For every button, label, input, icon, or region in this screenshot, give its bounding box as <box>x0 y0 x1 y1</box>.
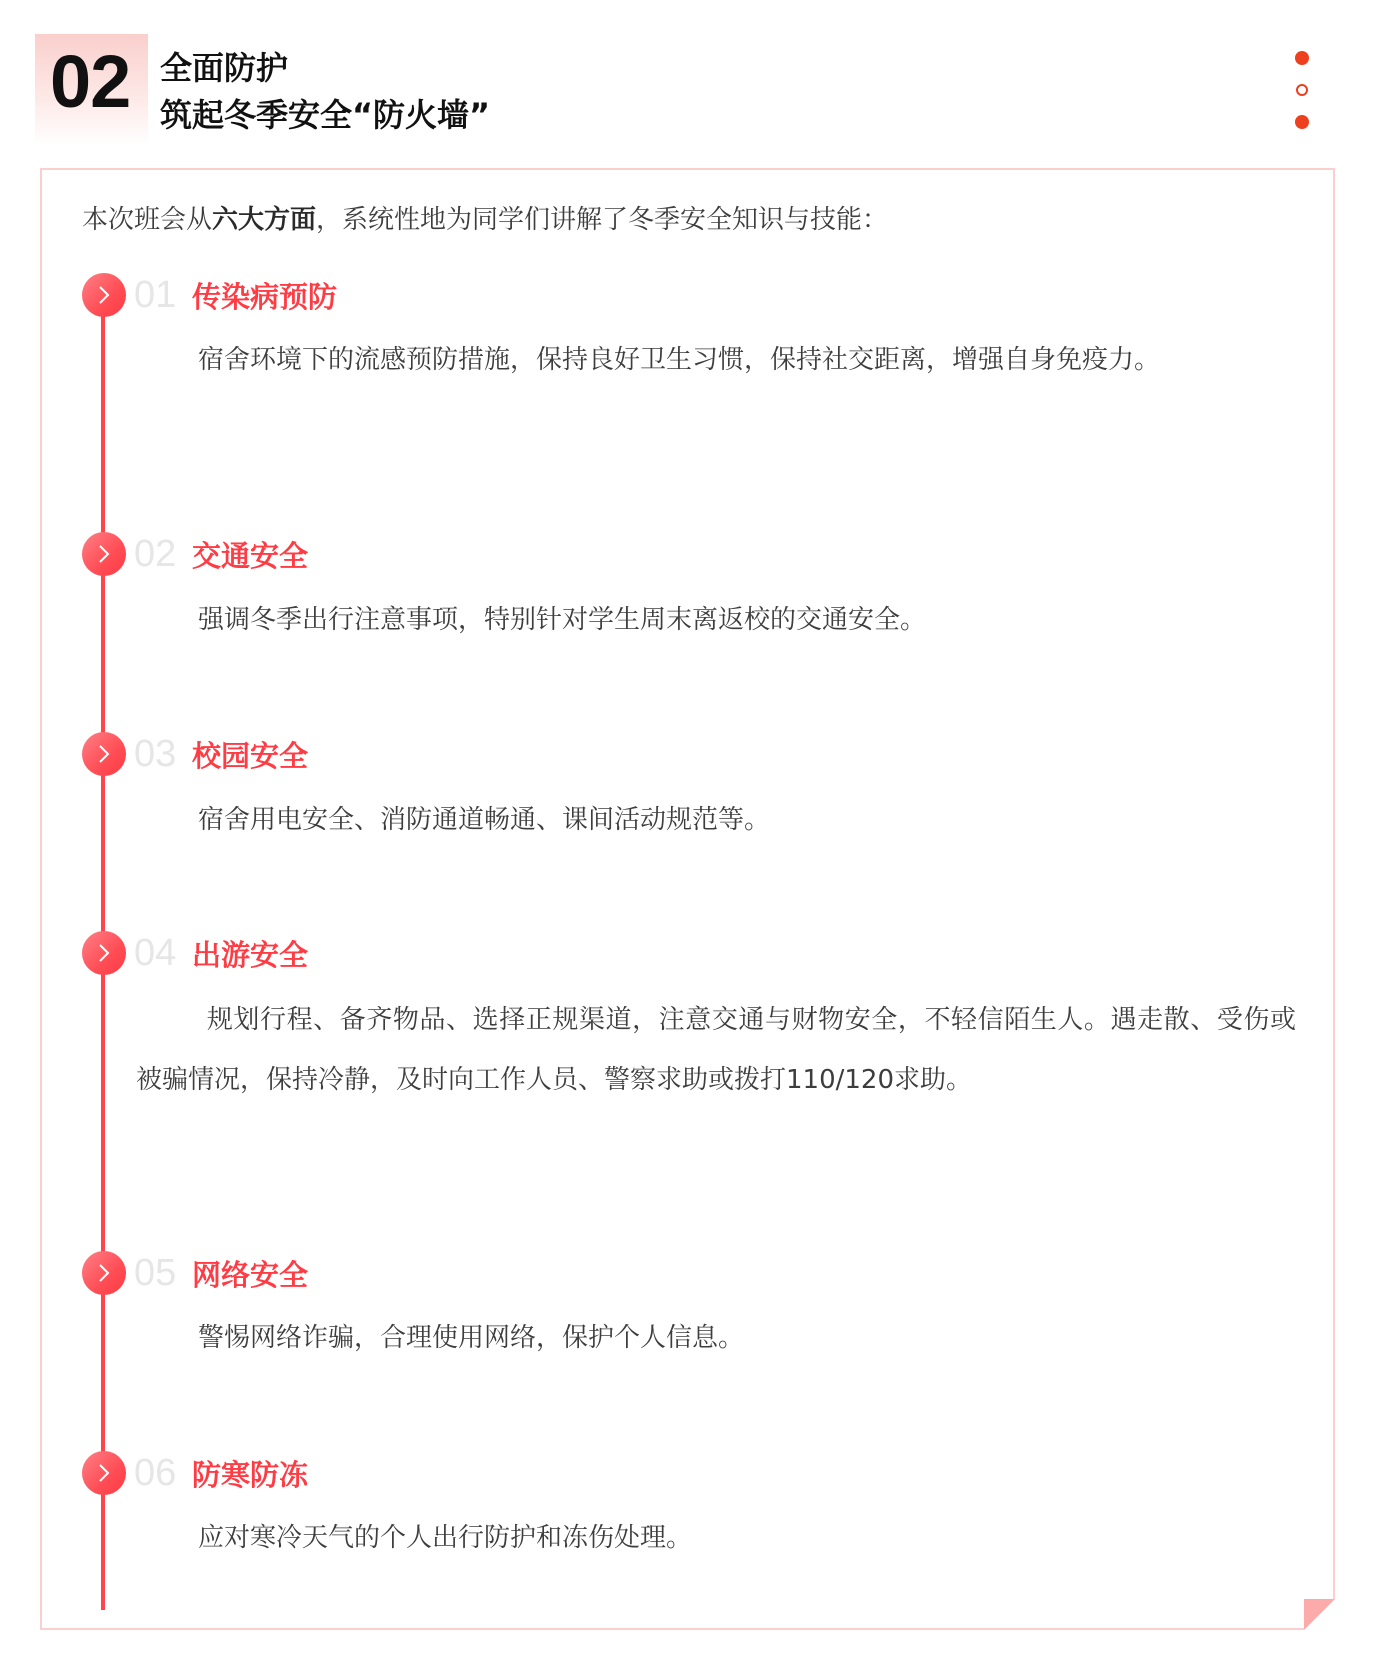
intro-bold: 六大方面 <box>212 205 317 235</box>
item-title: 出游安全 <box>192 937 309 972</box>
timeline-item-heading <box>82 931 308 975</box>
chevron-right-icon <box>82 273 126 317</box>
timeline-item-heading <box>82 273 337 317</box>
decor-dot-filled-icon <box>1295 51 1309 65</box>
chevron-right-icon <box>82 532 126 576</box>
intro-suffix: ，系统性地为同学们讲解了冬季安全知识与技能： <box>316 205 889 235</box>
item-body <box>136 790 1296 850</box>
item-number: 01 <box>134 273 177 316</box>
decor-dot-hollow-icon <box>1296 84 1308 96</box>
page-curl-icon <box>1304 1599 1335 1630</box>
item-title: 校园安全 <box>192 738 309 773</box>
item-body-text: 强调冬季出行注意事项，特别针对学生周末离返校的交通安全。 <box>198 605 927 635</box>
item-body-text: 警惕网络诈骗，合理使用网络，保护个人信息。 <box>198 1323 745 1353</box>
chevron-right-icon <box>82 1451 126 1495</box>
item-title: 传染病预防 <box>192 279 338 314</box>
item-body <box>136 330 1296 390</box>
section-title-line1: 全面防护 <box>160 49 289 87</box>
item-number: 03 <box>134 732 177 775</box>
item-number: 06 <box>134 1451 177 1494</box>
item-body-text: 宿舍环境下的流感预防措施，保持良好卫生习惯，保持社交距离，增强自身免疫力。 <box>198 345 1161 375</box>
item-body-text: 规划行程、备齐物品、选择正规渠道，注意交通与财物安全，不轻信陌生人。遇走散、受伤或被骗情况，保持冷静，及时向工作人员、警察求助或拨打110/120求助。 <box>136 1005 1296 1095</box>
chevron-right-icon <box>82 732 126 776</box>
item-number: 05 <box>134 1251 177 1294</box>
item-body <box>136 1508 1296 1568</box>
chevron-right-icon <box>82 931 126 975</box>
item-title: 交通安全 <box>192 538 309 573</box>
timeline-item-heading <box>82 1451 308 1495</box>
item-body <box>136 590 1296 650</box>
item-body-text: 应对寒冷天气的个人出行防护和冻伤处理。 <box>198 1523 693 1553</box>
chevron-right-icon <box>82 1251 126 1295</box>
timeline-item-heading <box>82 732 308 776</box>
item-body-text: 宿舍用电安全、消防通道畅通、课间活动规范等。 <box>198 805 771 835</box>
item-title: 网络安全 <box>192 1257 309 1292</box>
intro-text <box>82 202 888 238</box>
section-number: 02 <box>50 40 131 123</box>
item-number: 04 <box>134 931 177 974</box>
intro-prefix: 本次班会从 <box>82 205 213 235</box>
item-title: 防寒防冻 <box>192 1457 309 1492</box>
timeline-item-heading <box>82 1251 308 1295</box>
decor-dot-filled-icon <box>1295 115 1309 129</box>
section-title-line2: 筑起冬季安全“防火墙” <box>160 96 491 134</box>
item-body <box>136 1308 1296 1368</box>
timeline-item-heading <box>82 532 308 576</box>
item-number: 02 <box>134 532 177 575</box>
item-body <box>136 990 1296 1110</box>
